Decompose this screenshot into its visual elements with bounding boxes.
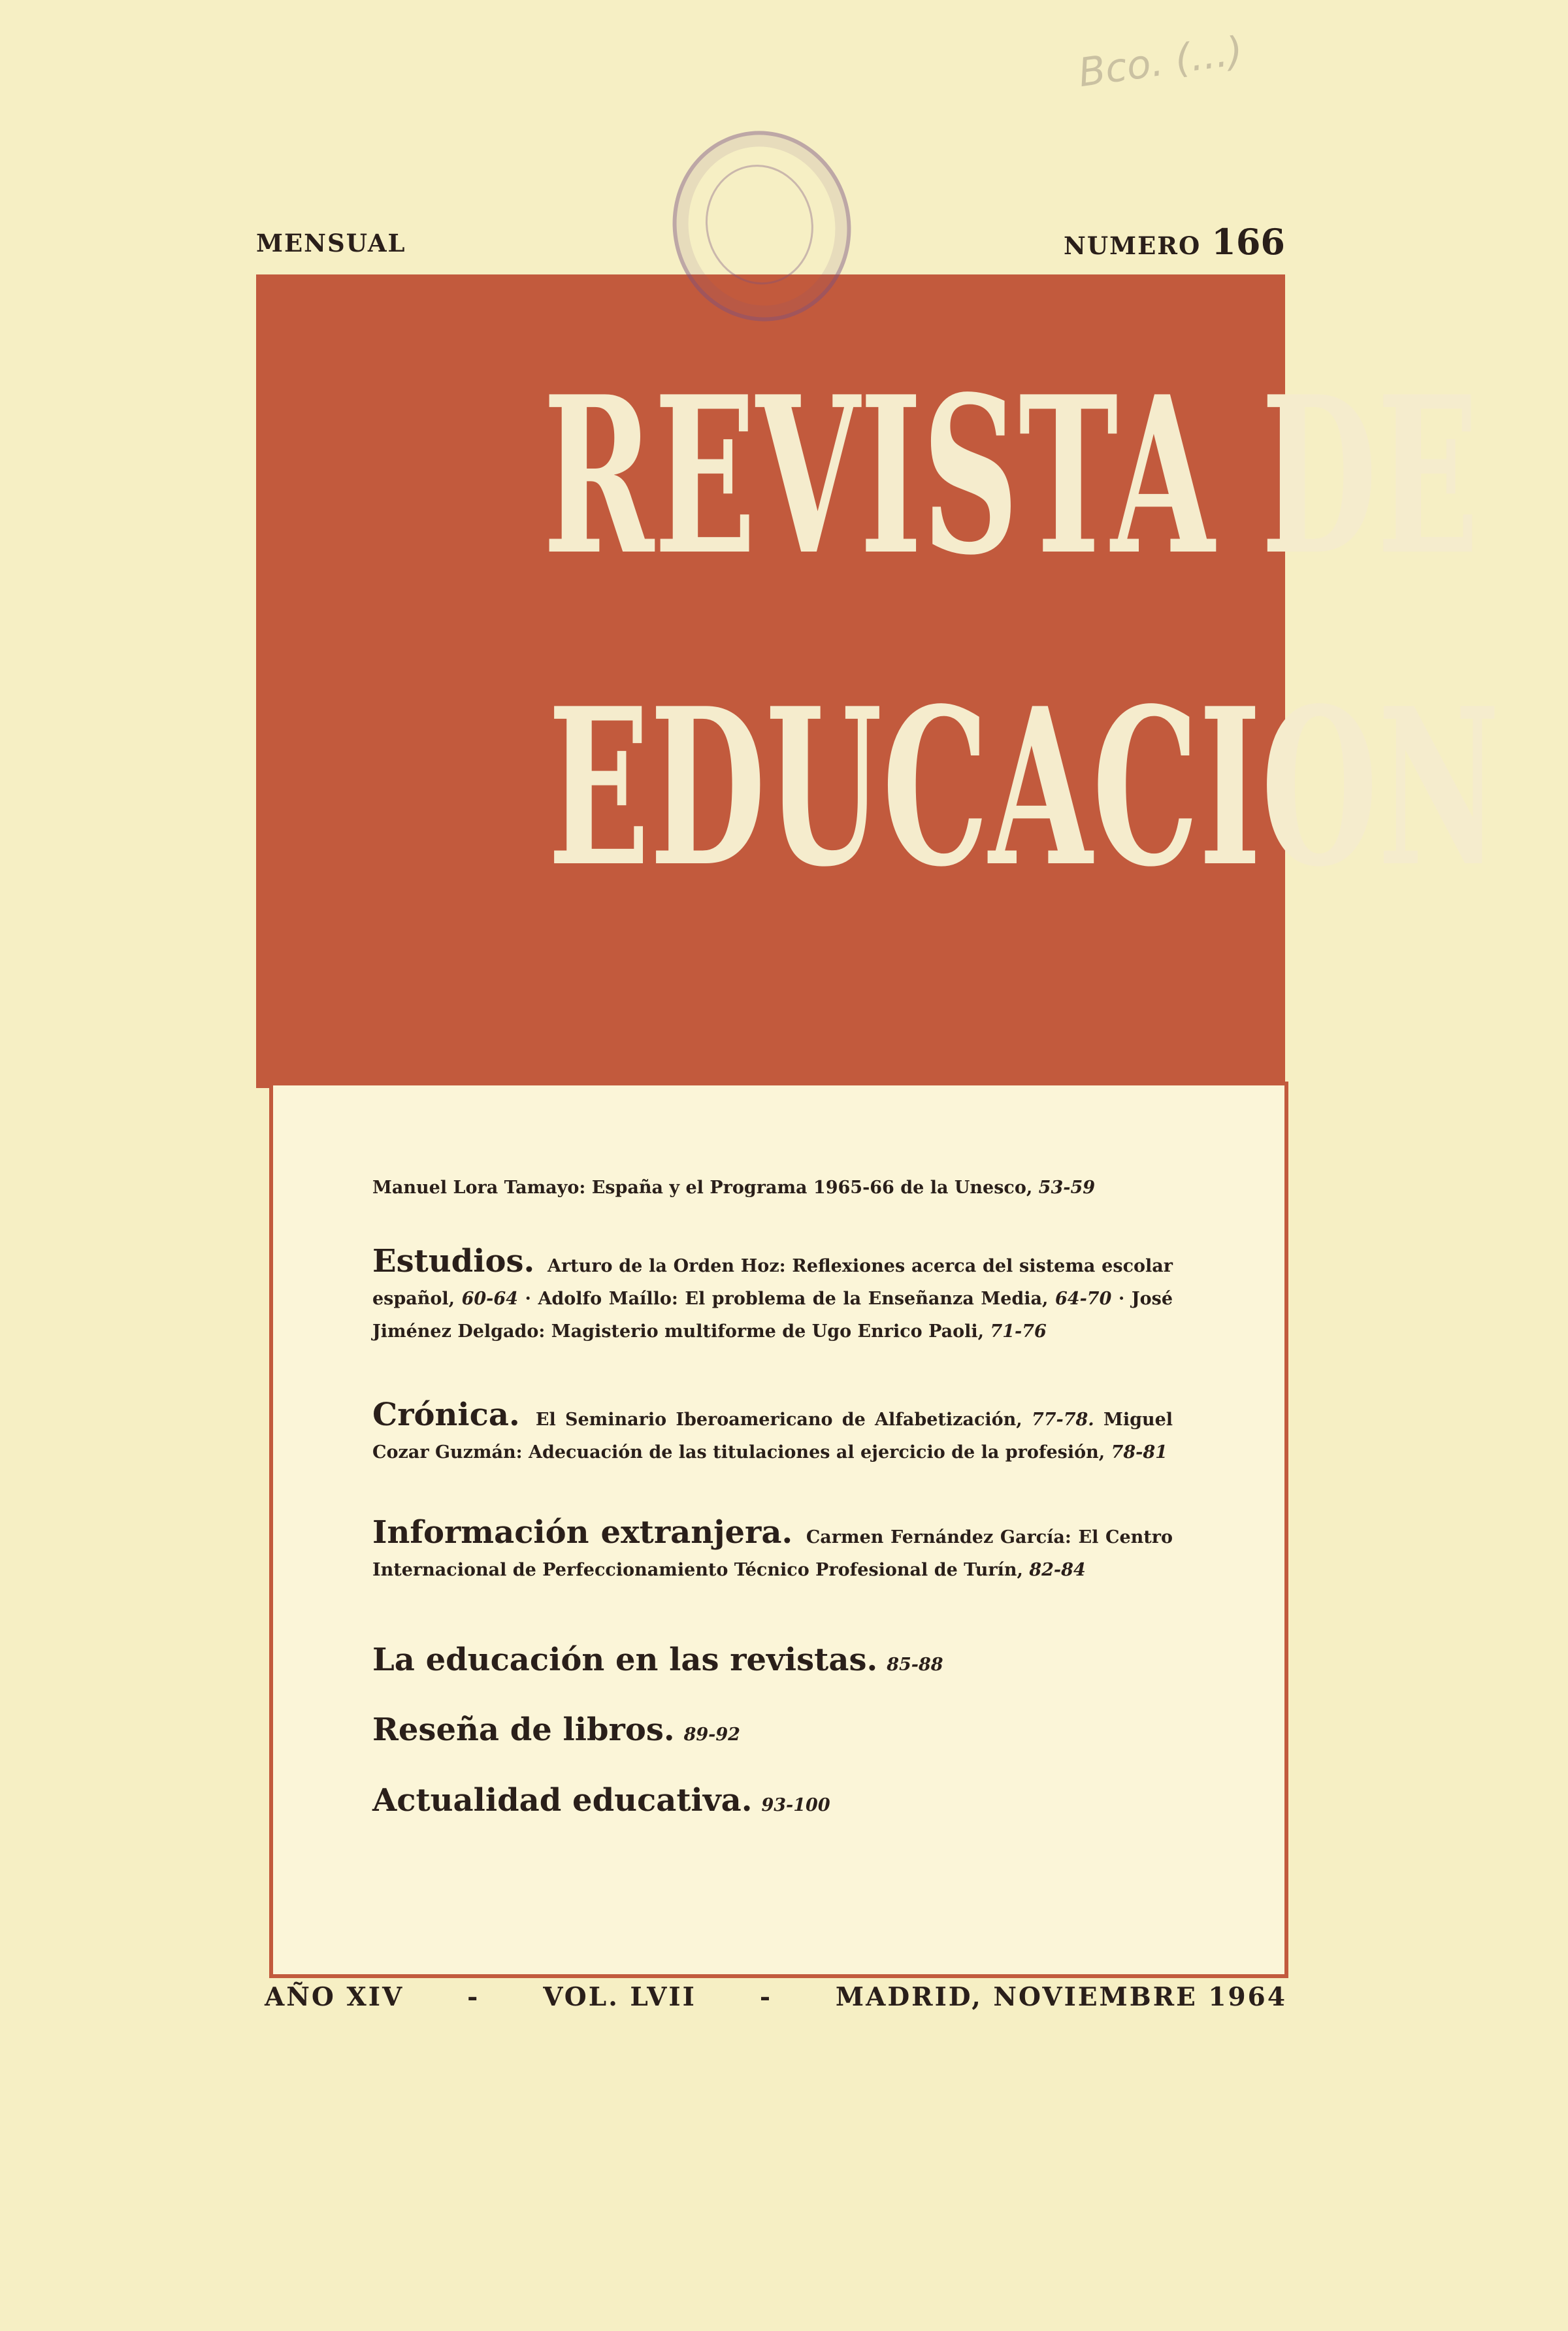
issue-number-label: NUMERO xyxy=(1064,231,1201,260)
footer-year: AÑO XIV xyxy=(265,1982,404,2012)
toc-cronica-pages-1: 77-78. xyxy=(1031,1410,1094,1430)
toc-intro xyxy=(372,1172,1173,1204)
toc-libros-title: Reseña de libros. xyxy=(372,1711,675,1748)
toc-actualidad-pages: 93-100 xyxy=(761,1795,830,1815)
masthead-line-2: EDUCACION xyxy=(547,661,1500,914)
cover-footer xyxy=(265,1982,1287,2012)
toc-cronica-text-1: El Seminario Iberoamericano de Alfabetización, xyxy=(535,1410,1022,1430)
toc-cronica-pages-2: 78-81 xyxy=(1111,1442,1168,1463)
toc-estudios-text-2: · Adolfo Maíllo: El problema de la Enseñanza Media, xyxy=(525,1289,1049,1309)
toc-estudios-pages-1: 60-64 xyxy=(461,1289,518,1309)
toc-revistas-pages: 85-88 xyxy=(887,1655,943,1675)
toc-estudios-pages-3: 71-76 xyxy=(990,1321,1047,1342)
toc-actualidad-title: Actualidad educativa. xyxy=(372,1782,753,1819)
toc-estudios-text-1: Arturo de la Orden Hoz: Reflexiones acerca del sistema escolar español, xyxy=(372,1256,1173,1309)
issue-number xyxy=(1060,221,1285,263)
toc-estudios-pages-2: 64-70 xyxy=(1055,1289,1112,1309)
footer-volume: VOL. LVII xyxy=(543,1982,696,2012)
stamp-inner-ring xyxy=(694,155,825,295)
toc-informacion xyxy=(372,1516,1173,1587)
footer-separator-1: - xyxy=(467,1982,480,2012)
issue-number-value: 166 xyxy=(1211,221,1285,263)
toc-estudios-title: Estudios. xyxy=(372,1243,535,1280)
toc-intro-pages: 53-59 xyxy=(1038,1178,1096,1198)
toc-informacion-title: Información extranjera. xyxy=(372,1514,793,1551)
toc-estudios-text-3: · José Jiménez Delgado: Magisterio multiforme de Ugo Enrico Paoli, xyxy=(372,1289,1173,1342)
footer-separator-2: - xyxy=(759,1982,772,2012)
masthead-line-1: REVISTA DE xyxy=(543,349,1479,603)
masthead-block xyxy=(256,274,1500,1088)
toc-intro-text: Manuel Lora Tamayo: España y el Programa 1965-66 de la Unesco, xyxy=(372,1178,1033,1198)
toc-informacion-text: Carmen Fernández García: El Centro Internacional de Perfeccionamiento Técnico Profesional de Turín, xyxy=(372,1527,1173,1580)
toc-revistas xyxy=(372,1637,1173,1688)
frequency-label: MENSUAL xyxy=(256,229,406,257)
toc-libros xyxy=(372,1707,1173,1758)
toc-cronica-text-2: Miguel Cozar Guzmán: Adecuación de las titulaciones al ejercicio de la profesión, xyxy=(372,1410,1173,1463)
toc-estudios xyxy=(372,1245,1173,1348)
toc-libros-pages: 89-92 xyxy=(683,1725,740,1745)
toc-actualidad xyxy=(372,1777,1173,1828)
pencil-annotation: Bco. (...) xyxy=(1075,27,1246,97)
toc-revistas-title: La educación en las revistas. xyxy=(372,1642,878,1678)
toc-informacion-pages: 82-84 xyxy=(1029,1560,1086,1580)
toc-cronica xyxy=(372,1398,1173,1469)
toc-cronica-title: Crónica. xyxy=(372,1397,520,1433)
footer-place-date: MADRID, NOVIEMBRE 1964 xyxy=(835,1982,1287,2012)
